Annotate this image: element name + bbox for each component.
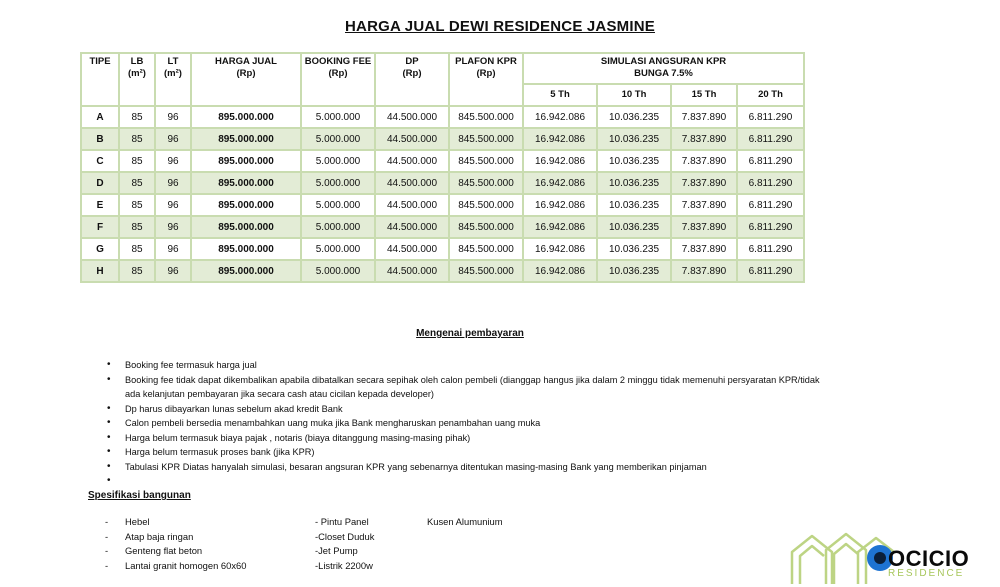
- cell-harga: 895.000.000: [191, 106, 301, 128]
- cell-lt: 96: [155, 106, 191, 128]
- cell-lt: 96: [155, 150, 191, 172]
- cell-15th: 7.837.890: [671, 106, 737, 128]
- cell-harga: 895.000.000: [191, 150, 301, 172]
- cell-tipe: B: [81, 128, 119, 150]
- cell-10th: 10.036.235: [597, 216, 671, 238]
- cell-booking: 5.000.000: [301, 194, 375, 216]
- spec-item: Genteng flat beton: [125, 545, 203, 556]
- cell-lb: 85: [119, 194, 155, 216]
- list-item: • Tabulasi KPR Diatas hanyalah simulasi, besaran angsuran KPR yang sebenarnya ditentukan masing-masing Bank yang memberikan pinjaman: [105, 460, 825, 475]
- cell-5th: 16.942.086: [523, 172, 597, 194]
- list-item: • Booking fee termasuk harga jual: [105, 358, 825, 373]
- cell-5th: 16.942.086: [523, 194, 597, 216]
- cell-tipe: G: [81, 238, 119, 260]
- cell-plafon: 845.500.000: [449, 216, 523, 238]
- spec-item: Atap baja ringan: [125, 530, 194, 542]
- cell-plafon: 845.500.000: [449, 106, 523, 128]
- cell-lt: 96: [155, 172, 191, 194]
- cell-lb: 85: [119, 260, 155, 282]
- cell-plafon: 845.500.000: [449, 238, 523, 260]
- cell-lt: 96: [155, 216, 191, 238]
- cell-5th: 16.942.086: [523, 106, 597, 128]
- cell-lt: 96: [155, 128, 191, 150]
- payment-heading: Mengenai pembayaran: [416, 328, 524, 339]
- cell-lb: 85: [119, 150, 155, 172]
- header-harga: HARGA JUAL (Rp): [191, 53, 301, 106]
- cell-20th: 6.811.290: [737, 172, 804, 194]
- table-row: [81, 238, 804, 260]
- page-title: [0, 18, 1000, 36]
- cell-plafon: 845.500.000: [449, 150, 523, 172]
- spec-row: [105, 515, 625, 530]
- page-title-text: HARGA JUAL DEWI RESIDENCE JASMINE: [345, 18, 655, 35]
- list-item: • Harga belum termasuk proses bank (jika KPR): [105, 445, 825, 460]
- cell-dp: 44.500.000: [375, 216, 449, 238]
- cell-tipe: H: [81, 260, 119, 282]
- spec-row: [105, 559, 625, 574]
- cell-plafon: 845.500.000: [449, 128, 523, 150]
- cell-dp: 44.500.000: [375, 106, 449, 128]
- spec-row: [105, 530, 625, 545]
- cell-10th: 10.036.235: [597, 172, 671, 194]
- header-5th: 5 Th: [523, 84, 597, 106]
- brand-name: OCICIO: [888, 546, 970, 571]
- cell-5th: 16.942.086: [523, 150, 597, 172]
- table-row: [81, 172, 804, 194]
- cell-lb: 85: [119, 106, 155, 128]
- list-item: • Dp harus dibayarkan lunas sebelum akad kredit Bank: [105, 402, 825, 417]
- cell-dp: 44.500.000: [375, 194, 449, 216]
- table-header-row: [81, 53, 804, 84]
- cell-10th: 10.036.235: [597, 260, 671, 282]
- table-row: [81, 150, 804, 172]
- header-booking: BOOKING FEE (Rp): [301, 53, 375, 106]
- cell-dp: 44.500.000: [375, 150, 449, 172]
- cell-booking: 5.000.000: [301, 106, 375, 128]
- spec-row: [105, 544, 625, 559]
- cell-dp: 44.500.000: [375, 238, 449, 260]
- cell-lb: 85: [119, 128, 155, 150]
- cell-booking: 5.000.000: [301, 260, 375, 282]
- cell-15th: 7.837.890: [671, 216, 737, 238]
- cell-20th: 6.811.290: [737, 216, 804, 238]
- cell-5th: 16.942.086: [523, 260, 597, 282]
- cell-lb: 85: [119, 238, 155, 260]
- header-dp: DP (Rp): [375, 53, 449, 106]
- spec-dash: -: [105, 516, 109, 527]
- cell-harga: 895.000.000: [191, 260, 301, 282]
- spec-dash: -: [105, 559, 109, 571]
- payment-list: [105, 358, 825, 474]
- cell-lt: 96: [155, 238, 191, 260]
- cell-harga: 895.000.000: [191, 194, 301, 216]
- cell-dp: 44.500.000: [375, 128, 449, 150]
- header-tipe: TIPE: [81, 53, 119, 106]
- cell-tipe: C: [81, 150, 119, 172]
- brand-subtitle: RESIDENCE: [888, 568, 965, 579]
- cell-harga: 895.000.000: [191, 172, 301, 194]
- spec-item: Hebel: [125, 516, 150, 527]
- cell-plafon: 845.500.000: [449, 194, 523, 216]
- cell-20th: 6.811.290: [737, 128, 804, 150]
- table-row: [81, 106, 804, 128]
- cell-plafon: 845.500.000: [449, 172, 523, 194]
- cell-booking: 5.000.000: [301, 172, 375, 194]
- cell-tipe: F: [81, 216, 119, 238]
- cell-15th: 7.837.890: [671, 260, 737, 282]
- cell-harga: 895.000.000: [191, 216, 301, 238]
- table-row: [81, 194, 804, 216]
- cell-15th: 7.837.890: [671, 172, 737, 194]
- cell-dp: 44.500.000: [375, 172, 449, 194]
- cell-lb: 85: [119, 216, 155, 238]
- header-20th: 20 Th: [737, 84, 804, 106]
- spec-item: - Pintu Panel: [315, 516, 369, 527]
- list-item: • Calon pembeli bersedia menambahkan uang muka jika Bank mengharuskan penambahan uang muka: [105, 416, 825, 431]
- cell-booking: 5.000.000: [301, 128, 375, 150]
- cell-plafon: 845.500.000: [449, 260, 523, 282]
- cell-20th: 6.811.290: [737, 150, 804, 172]
- cell-tipe: A: [81, 106, 119, 128]
- cell-20th: 6.811.290: [737, 260, 804, 282]
- cell-15th: 7.837.890: [671, 128, 737, 150]
- table-row: [81, 128, 804, 150]
- header-15th: 15 Th: [671, 84, 737, 106]
- spec-item: -Listrik 2200w: [315, 559, 373, 571]
- cell-10th: 10.036.235: [597, 150, 671, 172]
- spec-item: Kusen Alumunium: [427, 516, 503, 527]
- cell-lt: 96: [155, 194, 191, 216]
- header-lt: LT (m²): [155, 53, 191, 106]
- cell-10th: 10.036.235: [597, 106, 671, 128]
- spec-dash: -: [105, 545, 109, 556]
- cell-5th: 16.942.086: [523, 128, 597, 150]
- cell-15th: 7.837.890: [671, 238, 737, 260]
- list-item: • Harga belum termasuk biaya pajak , notaris (biaya ditanggung masing-masing pihak): [105, 431, 825, 446]
- table-row: [81, 260, 804, 282]
- cell-tipe: D: [81, 172, 119, 194]
- spec-dash: -: [105, 530, 109, 542]
- header-lb: LB (m²): [119, 53, 155, 106]
- cell-10th: 10.036.235: [597, 194, 671, 216]
- price-table: [80, 52, 805, 283]
- spec-item: -Closet Duduk: [315, 530, 375, 542]
- spec-list: [105, 515, 625, 573]
- cell-5th: 16.942.086: [523, 216, 597, 238]
- table-row: [81, 216, 804, 238]
- header-plafon: PLAFON KPR (Rp): [449, 53, 523, 106]
- cell-20th: 6.811.290: [737, 238, 804, 260]
- header-10th: 10 Th: [597, 84, 671, 106]
- cell-booking: 5.000.000: [301, 150, 375, 172]
- spec-item: Lantai granit homogen 60x60: [125, 559, 247, 571]
- spec-heading: Spesifikasi bangunan: [88, 490, 191, 501]
- cell-10th: 10.036.235: [597, 238, 671, 260]
- cell-5th: 16.942.086: [523, 238, 597, 260]
- cell-harga: 895.000.000: [191, 238, 301, 260]
- cell-booking: 5.000.000: [301, 238, 375, 260]
- cell-tipe: E: [81, 194, 119, 216]
- header-simulasi: SIMULASI ANGSURAN KPR BUNGA 7.5%: [523, 53, 804, 84]
- cell-15th: 7.837.890: [671, 194, 737, 216]
- cell-20th: 6.811.290: [737, 106, 804, 128]
- spec-item: -Jet Pump: [315, 545, 358, 556]
- cell-lt: 96: [155, 260, 191, 282]
- cell-10th: 10.036.235: [597, 128, 671, 150]
- cell-lb: 85: [119, 172, 155, 194]
- cell-15th: 7.837.890: [671, 150, 737, 172]
- cell-harga: 895.000.000: [191, 128, 301, 150]
- cell-20th: 6.811.290: [737, 194, 804, 216]
- cell-booking: 5.000.000: [301, 216, 375, 238]
- cell-dp: 44.500.000: [375, 260, 449, 282]
- list-item: • Booking fee tidak dapat dikembalikan apabila dibatalkan secara sepihak oleh calon pembeli (dianggap hangus jika dalam 2 minggu tidak memenuhi persyaratan KPR/tidak ada kelanjutan pembayaran jika secara cash atau cicilan kepada developer): [105, 373, 825, 402]
